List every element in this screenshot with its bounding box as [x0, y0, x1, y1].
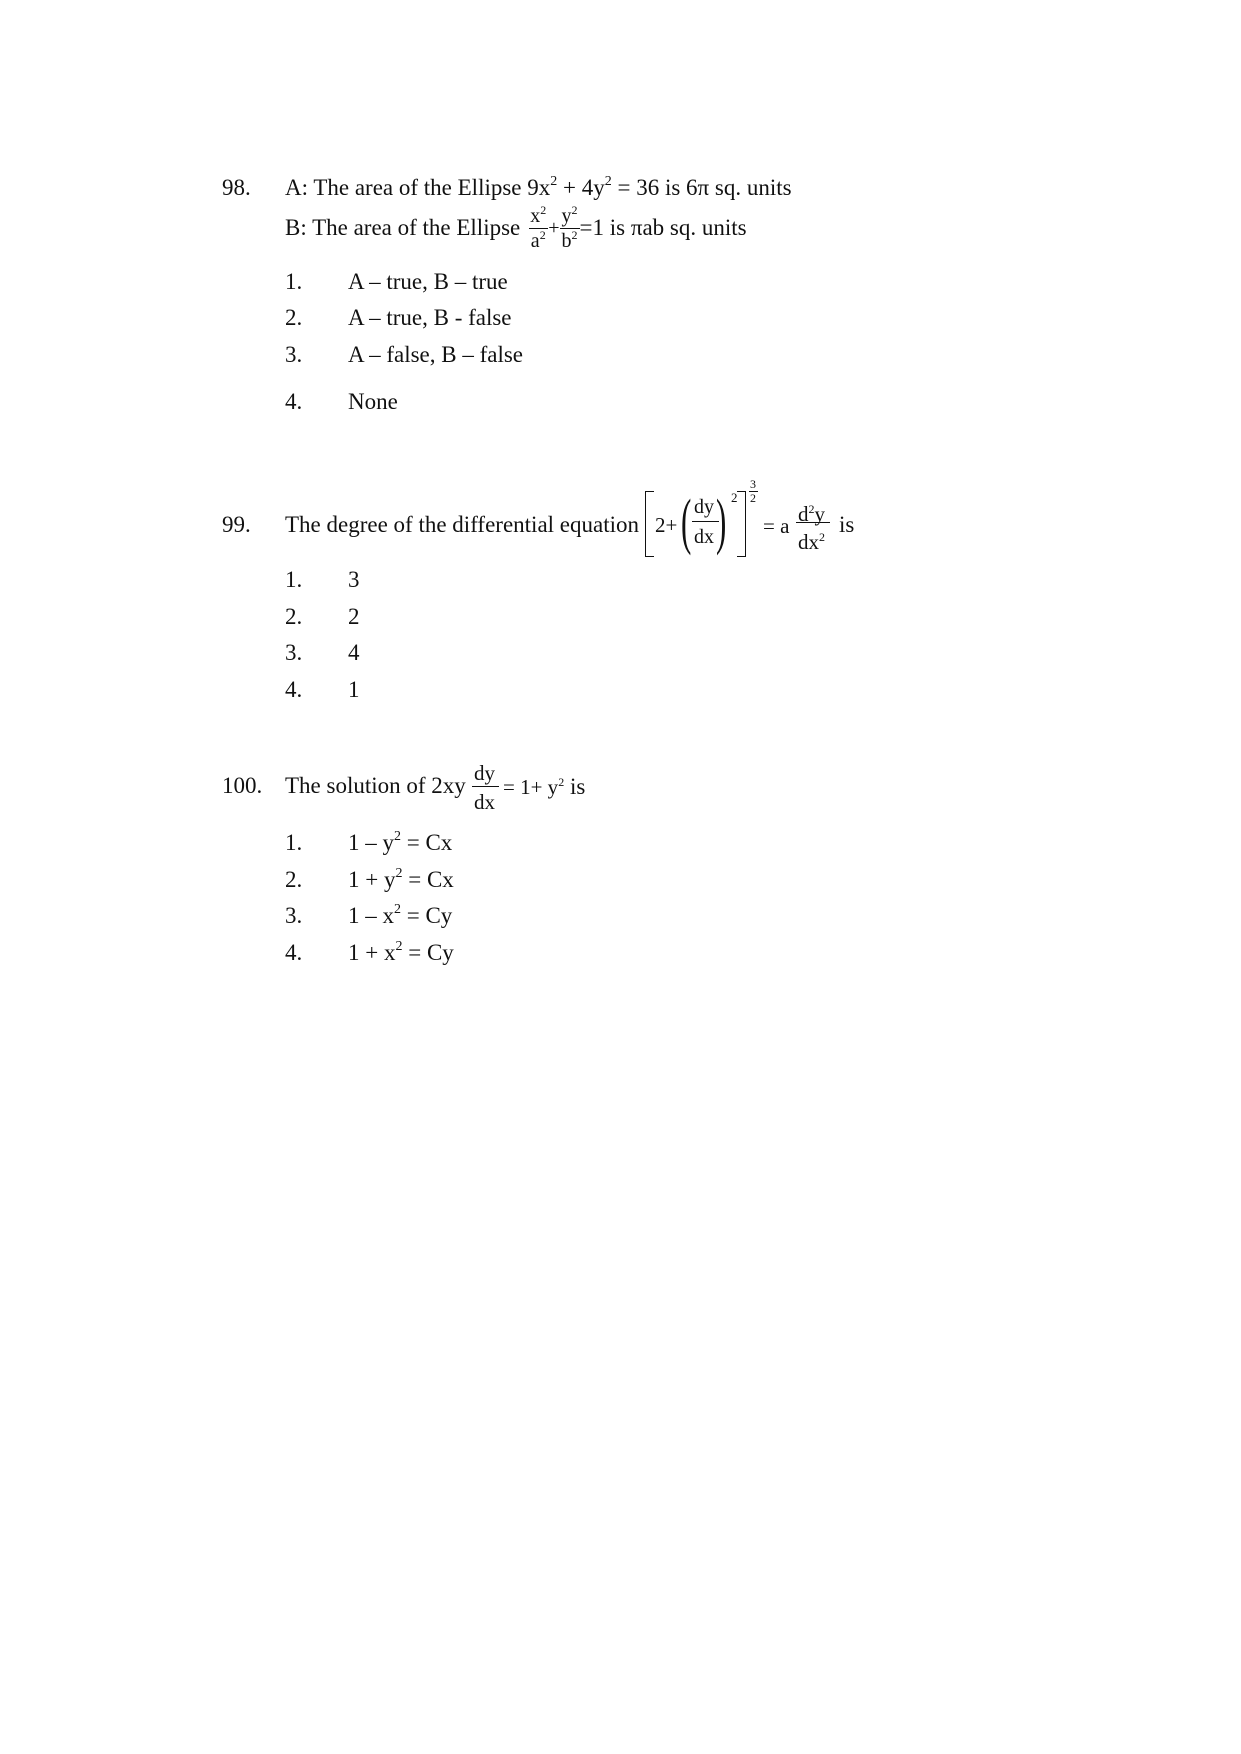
option-num: 3. [285, 342, 303, 367]
fraction-y2-b2: $\frac{y^2}{b^2}$ [561, 202, 578, 252]
option-num: 3. [285, 903, 303, 928]
question-stem: The solution of 2xy [285, 773, 466, 798]
question-number: 99. [222, 512, 251, 537]
question-number: 100. [222, 773, 263, 798]
option-num: 2. [285, 305, 303, 330]
option-num: 2. [285, 604, 303, 629]
right-bracket [737, 491, 746, 557]
option-num: 2. [285, 867, 303, 892]
option-text: A – true, B – true [348, 269, 508, 294]
question-number: 98. [222, 175, 251, 200]
left-paren: ( [681, 488, 692, 556]
left-bracket [645, 491, 654, 557]
option-text: A – false, B – false [348, 342, 524, 367]
option-num: 3. [285, 640, 303, 665]
question-stem: The degree of the differential equation [285, 512, 639, 537]
option-num: 1. [285, 567, 303, 592]
option-text: 3 [348, 567, 360, 592]
option-num: 4. [285, 389, 303, 414]
option-num: 1. [285, 830, 303, 855]
fraction-bar [796, 522, 830, 523]
option-num: 4. [285, 677, 303, 702]
option-text: $1 + y^2 = Cx$ [348, 866, 454, 892]
fraction-bar [472, 786, 499, 787]
option-text: A – true, B - false [348, 305, 512, 330]
dx2: $dx^2$ [798, 530, 825, 554]
statement-a: A: The area of the Ellipse $9x^2 + 4y^2 = 36$ is 6π sq. units [285, 174, 792, 200]
option-num: 4. [285, 940, 303, 965]
option-text: $1 + x^2 = Cy$ [348, 939, 454, 965]
option-text: 4 [348, 640, 360, 665]
option-text: None [348, 389, 398, 414]
right-paren: ) [716, 488, 727, 556]
d2y: $d^2y$ [798, 502, 825, 526]
rhs: = $1+ y^2$ is [503, 774, 586, 799]
option-text: 2 [348, 604, 360, 629]
option-text: 1 [348, 677, 360, 702]
fraction-x2-a2: $\frac{x^2}{a^2}$ [530, 202, 547, 252]
statement-b: B: The area of the Ellipse $\frac{x^2}{a^2}$ + $\frac{y^2}{b^2}$ =1 is πab sq. units [285, 202, 747, 252]
option-text: $1 - y^2 = Cx$ [348, 829, 453, 855]
fraction-bar [692, 521, 719, 522]
option-text: $1 - x^2 = Cy$ [348, 902, 453, 928]
option-num: 1. [285, 269, 303, 294]
